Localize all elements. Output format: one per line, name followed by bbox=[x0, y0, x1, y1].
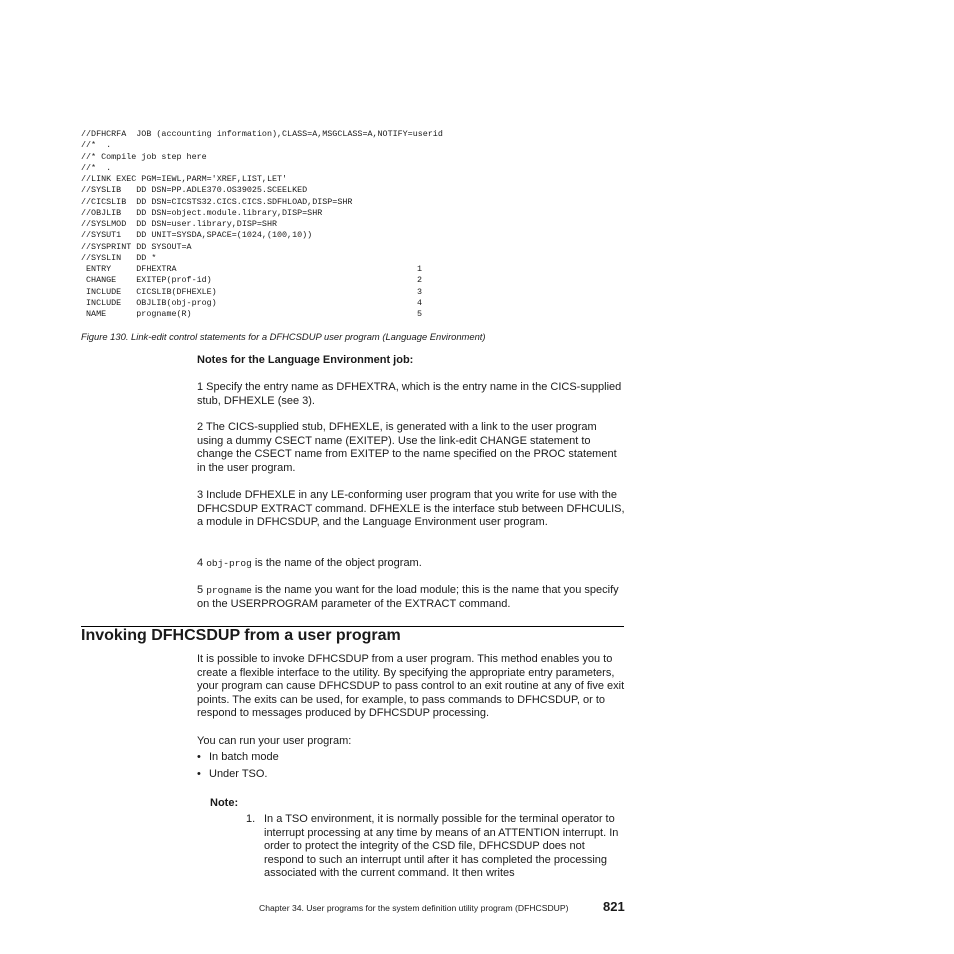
code-line bbox=[81, 309, 441, 320]
page-number: 821 bbox=[603, 899, 625, 914]
code-line-text: //SYSLMOD DD DSN=user.library,DISP=SHR bbox=[81, 219, 278, 229]
code-line-text: INCLUDE CICSLIB(DFHEXLE) bbox=[81, 286, 217, 297]
note-4-code: obj-prog bbox=[206, 558, 252, 569]
code-line-text: INCLUDE OBJLIB(obj-prog) bbox=[81, 297, 217, 308]
code-line-text: //CICSLIB DD DSN=CICSTS32.CICS.CICS.SDFHLOAD,DISP=SHR bbox=[81, 196, 353, 207]
code-line bbox=[81, 185, 441, 196]
bullet-icon: • bbox=[197, 768, 201, 780]
note-heading: Note: bbox=[210, 797, 239, 809]
code-line bbox=[81, 253, 441, 264]
code-line-text: //* . bbox=[81, 140, 112, 151]
code-line-text: //SYSLIN DD * bbox=[81, 252, 157, 263]
code-line bbox=[81, 174, 441, 185]
code-line bbox=[81, 219, 441, 230]
note-5: 5 progname is the name you want for the load module; this is the name that you specify on the USERPROGRAM parameter of the EXTRACT command. bbox=[197, 584, 619, 610]
code-listing bbox=[81, 129, 441, 320]
code-callout-number: 4 bbox=[417, 297, 423, 308]
code-callout-number: 2 bbox=[417, 275, 423, 286]
bullet-item: • In batch mode bbox=[197, 751, 279, 763]
code-line-text: NAME progname(R) bbox=[81, 309, 192, 319]
code-line bbox=[81, 230, 441, 241]
code-callout-number: 1 bbox=[417, 264, 423, 274]
code-line bbox=[81, 152, 441, 163]
note-item-text: In a TSO environment, it is normally possible for the terminal operator to interrupt processing at any time by means of an ATTENTION interrupt. In order to protect the integrity of the CSD file, DFHCSDUP does not respond to such an interrupt until after it has completed the processing associated with the current command. It then writes bbox=[264, 813, 619, 880]
code-line bbox=[81, 275, 441, 286]
code-line bbox=[81, 140, 441, 151]
code-line-text: //OBJLIB DD DSN=object.module.library,DISP=SHR bbox=[81, 207, 323, 218]
notes-heading: Notes for the Language Environment job: bbox=[197, 354, 414, 366]
code-line bbox=[81, 287, 441, 298]
code-callout-number: 3 bbox=[417, 286, 423, 297]
run-intro: You can run your user program: bbox=[197, 735, 352, 747]
footer-chapter: Chapter 34. User programs for the system definition utility program (DFHCSDUP) bbox=[259, 903, 569, 913]
code-line bbox=[81, 264, 441, 275]
note-2: 2 The CICS-supplied stub, DFHEXLE, is generated with a link to the user program using a dummy CSECT name (EXITEP). Use the link-edit CHANGE statement to change the CSECT name from EXITEP to the name specified on the PROC statement in the user program. bbox=[197, 421, 617, 474]
code-line-text: //LINK EXEC PGM=IEWL,PARM='XREF,LIST,LET' bbox=[81, 174, 288, 184]
bullet-item: • Under TSO. bbox=[197, 768, 268, 780]
figure-caption: Figure 130. Link-edit control statements for a DFHCSDUP user program (Language Environment) bbox=[81, 331, 486, 342]
note-1: 1 Specify the entry name as DFHEXTRA, which is the entry name in the CICS-supplied stub, DFHEXLE (see 3). bbox=[197, 381, 622, 407]
code-line-text: //DFHCRFA JOB (accounting information),CLASS=A,MSGCLASS=A,NOTIFY=userid bbox=[81, 129, 443, 139]
code-line bbox=[81, 163, 441, 174]
code-line bbox=[81, 129, 441, 140]
code-callout-number: 5 bbox=[417, 309, 423, 319]
code-line bbox=[81, 197, 441, 208]
code-line-text: ENTRY DFHEXTRA bbox=[81, 264, 177, 274]
code-line-text: //SYSPRINT DD SYSOUT=A bbox=[81, 241, 192, 252]
code-line-text: CHANGE EXITEP(prof-id) bbox=[81, 275, 212, 286]
code-line bbox=[81, 298, 441, 309]
code-line-text: //SYSUT1 DD UNIT=SYSDA,SPACE=(1024,(100,10)) bbox=[81, 230, 313, 241]
code-line bbox=[81, 242, 441, 253]
note-4: 4 obj-prog is the name of the object program. bbox=[197, 557, 422, 569]
intro-paragraph: It is possible to invoke DFHCSDUP from a user program. This method enables you to create a flexible interface to the utility. By specifying the appropriate entry parameters, your program can cause DFHCSDUP to pass control to an exit routine at any of five exit points. The exits can be used, for example, to pass commands to DFHCSDUP, or to respond to messages produced by DFHCSDUP processing. bbox=[197, 653, 625, 720]
code-line-text: //* . bbox=[81, 162, 112, 173]
note-5-code: progname bbox=[206, 585, 252, 596]
code-line-text: //* Compile job step here bbox=[81, 151, 207, 162]
code-line bbox=[81, 208, 441, 219]
bullet-icon: • bbox=[197, 751, 201, 763]
note-3: 3 Include DFHEXLE in any LE-conforming user program that you write for use with the DFHCSDUP EXTRACT command. DFHEXLE is the interface stub between DFHCULIS, a module in DFHCSDUP, and the Language Environment user program. bbox=[197, 489, 625, 529]
section-heading: Invoking DFHCSDUP from a user program bbox=[81, 627, 401, 644]
note-item-number: 1. bbox=[246, 813, 256, 825]
code-line-text: //SYSLIB DD DSN=PP.ADLE370.OS39025.SCEELKED bbox=[81, 185, 308, 196]
